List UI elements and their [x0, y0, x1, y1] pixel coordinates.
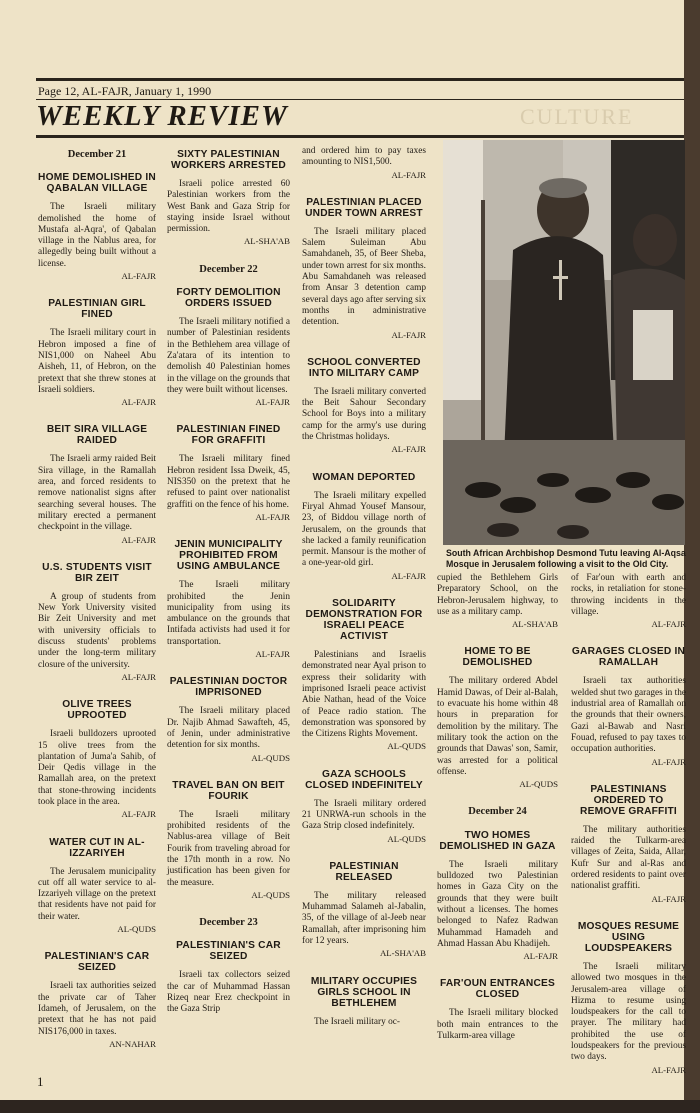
source-credit: AL-QUDS	[117, 924, 156, 935]
headline: MOSQUES RESUME USING LOUDSPEAKERS	[577, 920, 680, 954]
article-body: Israeli tax authorities seized the private car of Taher Idameh, of Jerusalem, on the pretext that he has not paid NIS176,000 in taxes.	[38, 981, 156, 1037]
headline: MILITARY OCCUPIES GIRLS SCHOOL IN BETHLEHEM	[310, 975, 418, 1009]
news-item	[167, 780, 290, 901]
headline: OLIVE TREES UPROOTED	[62, 699, 132, 722]
article-body: The Israeli military bulldozed two Palestinian homes in Gaza City on the grounds that they were built without a licenses. The homes belonged to Nafez Radwan Muhammad Hamadeh and Ahmad Hassan Abu Khadijeh.	[437, 859, 558, 949]
article-body: A group of students from New York University visited Bir Zeit University and met with university officials to discuss students' problems under the long-term military closure of the university.	[38, 591, 156, 670]
article-body: The Jerusalem municipality cut off all water service to al-Izzariyeh village on the pretext that residents have not paid for their water.	[38, 866, 156, 922]
photo-caption: South African Archbishop Desmond Tutu leaving Al-Aqsa Mosque in Jerusalem following a visit to the Old City.	[446, 548, 686, 569]
news-item	[38, 424, 156, 545]
source-credit: AL-FAJR	[391, 169, 426, 180]
article-body: cupied the Bethlehem Girls Preparatory School, on the Hebron-Jerusalem highway, to use as a military camp.	[437, 573, 558, 617]
masthead-rule	[36, 135, 684, 138]
source-credit: AL-FAJR	[121, 809, 156, 820]
news-item	[571, 784, 686, 905]
headline: GAZA SCHOOLS CLOSED INDEFINITELY	[305, 768, 423, 791]
source-credit: AL-FAJR	[651, 619, 686, 630]
column-2	[167, 149, 290, 1032]
article-body: The Israeli military allowed two mosques in the Jerusalem-area village of Hizma to resume using loudspeakers for the call to prayer. The military had prohibited the use of loudspeakers for the previous two days.	[571, 961, 686, 1063]
news-item	[38, 951, 156, 1050]
page-folio: Page 12, AL-FAJR, January 1, 1990	[38, 84, 212, 98]
news-item	[302, 472, 426, 582]
news-item	[167, 287, 290, 408]
source-credit: AL-FAJR	[255, 511, 290, 522]
article-continuation	[302, 146, 426, 181]
headline: JENIN MUNICIPALITY PROHIBITED FROM USING AMBULANCE	[174, 539, 283, 573]
headline: PALESTINIAN'S CAR SEIZED	[176, 940, 281, 963]
news-item	[167, 940, 290, 1015]
article-body: The Israeli military placed Salem Suleiman Abu Samahdaneh, 35, of Beer Sheba, under town arrest for six months. Abu Samahdaneh was released from Ansar 3 detention camp several days ago after serving six months in administrative detention.	[302, 226, 426, 328]
news-item	[302, 861, 426, 960]
article-body: The military released Muhammad Salameh al-Jabalin, 35, of the village of al-Jeeb near Ramallah, after imprisoning him for 12 years.	[302, 890, 426, 947]
source-credit: AL-QUDS	[387, 741, 426, 752]
date-heading: December 21	[67, 149, 127, 160]
article-body: Israeli police arrested 60 Palestinian workers from the West Bank and Gaza Strip for staying inside Israel without permission.	[167, 179, 290, 235]
article-body: of Far'oun with earth and rocks, in retaliation for stone-throwing incidents in the village.	[571, 573, 686, 617]
article-continuation	[437, 573, 558, 630]
news-photo	[443, 140, 685, 545]
date-heading: December 23	[199, 917, 258, 929]
headline: GARAGES CLOSED IN RAMALLAH	[571, 646, 686, 669]
headline: PALESTINIAN'S CAR SEIZED	[44, 951, 150, 974]
news-item	[302, 769, 426, 845]
source-credit: AL-FAJR	[391, 329, 426, 340]
news-item	[437, 830, 558, 963]
headline: FORTY DEMOLITION ORDERS ISSUED	[176, 287, 281, 310]
source-credit: AL-SHA'AB	[379, 948, 426, 959]
headline: SCHOOL CONVERTED INTO MILITARY CAMP	[307, 356, 421, 379]
date-heading: December 24	[468, 806, 527, 818]
page-number: 1	[37, 1074, 44, 1089]
source-credit: AL-FAJR	[391, 444, 426, 455]
show-through-heading: CULTURE	[520, 104, 634, 129]
section-masthead: WEEKLY REVIEW	[36, 100, 288, 132]
article-body: The Israeli military demolished the home of Mustafa al-Aqra', of Qabalan village in the Nablus area, for allegedly being built without a license.	[38, 202, 156, 269]
article-body: The Israeli military prohibited residents of the Nablus-area village of Beit Fourik from traveling abroad for the 17th month in a row. No justification has been given for the measure.	[167, 809, 290, 888]
article-body: The Israeli military fined Hebron resident Issa Dweik, 45, NIS350 on the pretext that he refused to paint over nationalist graffiti on the fence of his home.	[167, 454, 290, 510]
news-item	[38, 172, 156, 282]
top-rule	[36, 78, 684, 81]
news-item	[302, 976, 426, 1028]
source-credit: AL-FAJR	[121, 534, 156, 545]
column-3	[302, 146, 426, 1044]
date-heading: December 22	[199, 263, 258, 275]
headline: PALESTINIAN FINED FOR GRAFFITI	[176, 424, 281, 447]
headline: PALESTINIANS ORDERED TO REMOVE GRAFFITI	[580, 783, 677, 817]
news-item	[302, 598, 426, 753]
source-credit: AL-QUDS	[519, 779, 558, 790]
article-continuation	[571, 573, 686, 630]
article-body: The Israeli military expelled Firyal Ahmad Yousef Mansour, 23, of Biddou village north of Jerusalem, on the grounds that she lacked a family reunification permit. Mansour is the mother of a one-year-old girl.	[302, 490, 426, 569]
article-body: Israeli tax authorities welded shut two garages in the industrial area of Ramallah on the grounds that their owners, Gazi al-Bawab and Nasri Fouad, refused to pay taxes to occupation authorities.	[571, 676, 686, 755]
headline: U.S. STUDENTS VISIT BIR ZEIT	[42, 561, 152, 584]
source-credit: AL-FAJR	[651, 1064, 686, 1075]
column-1	[38, 149, 156, 1066]
news-item	[38, 298, 156, 408]
article-body: The Israeli military blocked both main entrances to the Tulkarm-area village	[437, 1008, 558, 1042]
article-body: The military authorities raided the Tulkarm-area villages of Zeita, Saida, Allar, Kufr Sur and al-Ras and ordered residents to paint over nationalist graffiti.	[571, 824, 686, 892]
news-item	[302, 197, 426, 341]
source-credit: AL-QUDS	[387, 833, 426, 844]
source-credit: AL-FAJR	[121, 271, 156, 282]
article-body: The Israeli army raided Beit Sira village, in the Ramallah area, and forced residents to remove nationalist signs after searching several houses. The military erected a permanent checkpoint in the village.	[38, 454, 156, 533]
article-body: The Israeli military prohibited the Jenin municipality from using its ambulance on the grounds that Intifada activists had used it for transportation.	[167, 580, 290, 647]
news-item	[302, 357, 426, 456]
news-item	[571, 921, 686, 1076]
news-item	[437, 646, 558, 790]
headline: PALESTINIAN PLACED UNDER TOWN ARREST	[305, 196, 423, 219]
headline: SIXTY PALESTINIAN WORKERS ARRESTED	[171, 149, 286, 171]
source-credit: AL-FAJR	[255, 397, 290, 408]
news-item	[167, 424, 290, 523]
headline: BEIT SIRA VILLAGE RAIDED	[46, 424, 148, 447]
article-body: The Israeli military court in Hebron imposed a fine of NIS1,000 on Naheel Abu Aisheh, 11, of Hebron, on the pretext that she threw stones at Israeli soldiers.	[38, 328, 156, 395]
source-credit: AL-FAJR	[121, 397, 156, 408]
headline: HOME DEMOLISHED IN QABALAN VILLAGE	[38, 172, 156, 195]
source-credit: AL-FAJR	[255, 649, 290, 660]
headline: PALESTINIAN DOCTOR IMPRISONED	[169, 676, 288, 699]
source-credit: AL-SHA'AB	[511, 619, 558, 630]
headline: WOMAN DEPORTED	[312, 471, 416, 483]
news-item	[167, 539, 290, 660]
source-credit: AL-FAJR	[651, 893, 686, 904]
article-body: The Israeli military ordered 21 UNRWA-run schools in the Gaza Strip closed indefinitely.	[302, 798, 426, 832]
news-item	[571, 646, 686, 767]
headline: PALESTINIAN RELEASED	[329, 860, 399, 883]
source-credit: AL-SHA'AB	[243, 236, 290, 247]
article-body: Israeli bulldozers uprooted 15 olive trees from the plantation of Juma'a Sahib, of Deir Qedis village in the Ramallah area, on the pretext that stone-throwing incidents took place in the area.	[38, 729, 156, 807]
news-item	[167, 676, 290, 763]
article-body: and ordered him to pay taxes amounting to NIS1,500.	[302, 146, 426, 168]
source-credit: AL-FAJR	[651, 756, 686, 767]
article-body: Palestinians and Israelis demonstrated near Ayal prison to express their solidarity with imprisoned Israeli peace activist Abie Nathan, head of the Voice of Peace radio station. The demonstration was sponsored by the Citizens Rights Movement.	[302, 650, 426, 740]
headline: HOME TO BE DEMOLISHED	[462, 646, 533, 669]
source-credit: AL-QUDS	[251, 889, 290, 900]
article-body: The military ordered Abdel Hamid Dawas, of Deir al-Balah, to evacuate his home within 48 hours in preparation for demolition by the military. The military took the action on the grounds that Dawas' son, Samir, was arrested for a political offense.	[437, 676, 558, 777]
source-credit: AL-FAJR	[523, 951, 558, 962]
news-item	[38, 837, 156, 936]
headline: WATER CUT IN AL-IZZARIYEH	[49, 836, 145, 859]
headline: SOLIDARITY DEMONSTRATION FOR ISRAELI PEACE ACTIVIST	[305, 598, 423, 643]
column-5	[571, 573, 686, 1092]
source-credit: AL-FAJR	[391, 570, 426, 581]
news-item	[437, 978, 558, 1042]
headline: PALESTINIAN GIRL FINED	[48, 298, 146, 321]
news-item	[38, 562, 156, 683]
article-body: The Israeli military placed Dr. Najib Ahmad Sawafteh, 45, of Jenin, under administrative detention for six months.	[167, 706, 290, 751]
article-body: The Israeli military oc-	[314, 1016, 400, 1027]
headline: FAR'OUN ENTRANCES CLOSED	[439, 978, 556, 1001]
headline: TRAVEL BAN ON BEIT FOURIK	[172, 779, 285, 802]
source-credit: AN-NAHAR	[109, 1038, 156, 1049]
news-item	[167, 149, 290, 248]
tutu-photo-illustration	[443, 140, 685, 545]
source-credit: AL-FAJR	[121, 671, 156, 682]
article-body: Israeli tax collectors seized the car of Muhammad Hassan Rizeq near Erez checkpoint in the Gaza Strip	[167, 970, 290, 1015]
scan-bottom-edge	[0, 1100, 700, 1113]
source-credit: AL-QUDS	[251, 752, 290, 763]
headline: TWO HOMES DEMOLISHED IN GAZA	[439, 829, 556, 852]
column-4	[437, 573, 558, 1058]
article-body: The Israeli military converted the Beit Sahour Secondary School for Boys into a military camp for the army's use during the Christmas holidays.	[302, 386, 426, 443]
article-body: The Israeli military notified a number of Palestinian residents in the Bethlehem area village of Za'atara of its intention to demolish 40 Palestinian homes in the village on the grounds that they were built without licenses.	[167, 317, 290, 395]
news-item	[38, 699, 156, 820]
